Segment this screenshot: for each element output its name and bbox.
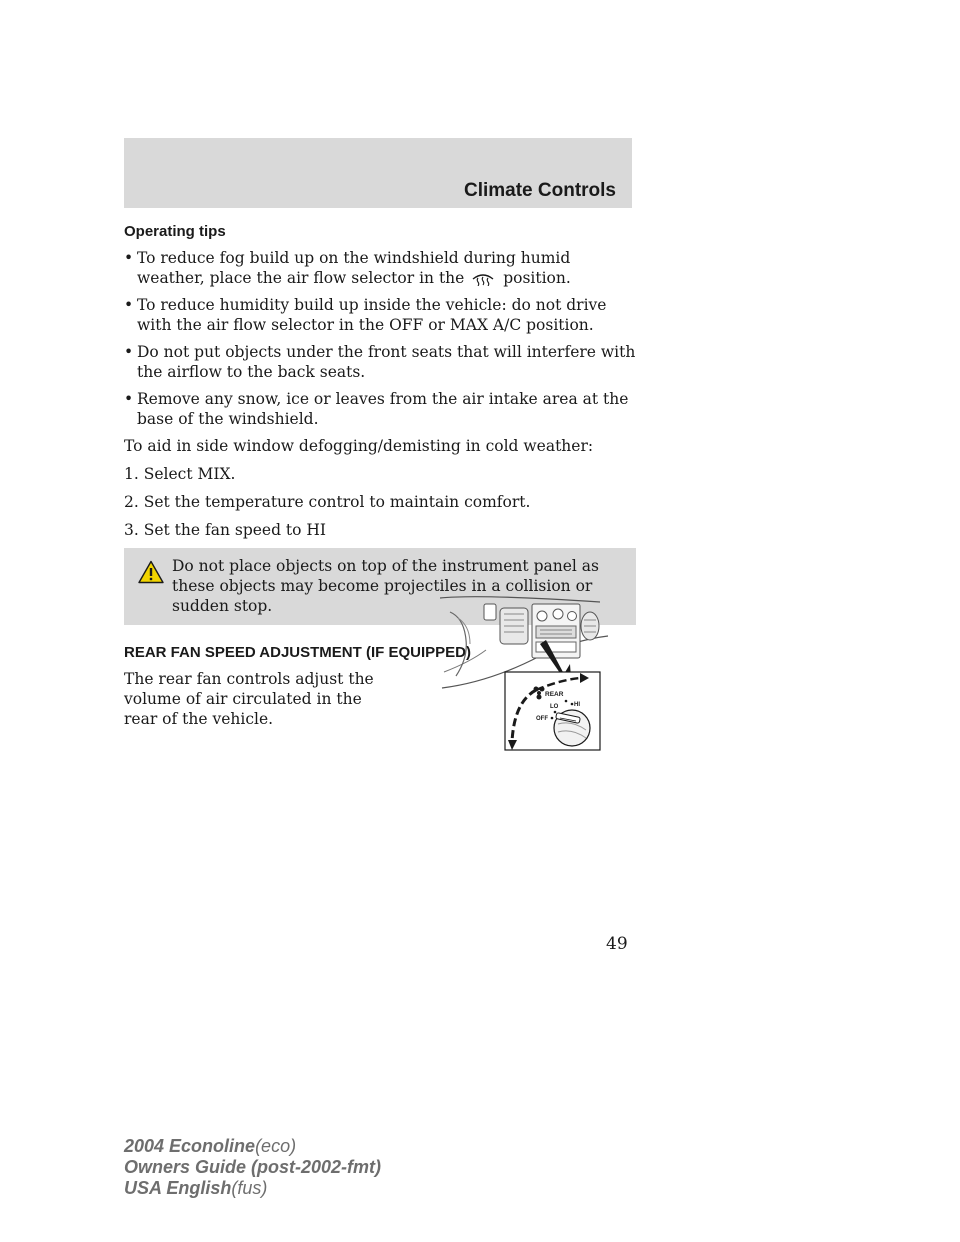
rear-fan-control-illustration [440,592,610,754]
rear-fan-description: The rear fan controls adjust the volume of air circulated in the rear of the vehicle. [124,670,374,728]
bullet: • [124,343,134,361]
step-1: 1. Select MIX. [124,465,236,483]
defogging-intro: To aid in side window defogging/demisting in cold weather: [124,437,594,455]
defrost-icon [471,270,495,286]
bullet: • [124,249,134,267]
header-bar [124,138,632,208]
page-number: 49 [606,934,628,954]
tips-list [124,248,636,429]
footer-line-3: USA English(fus) [124,1178,268,1198]
tip-text: Remove any snow, ice or leaves from the air intake area at the base of the windshield. [137,390,629,428]
footer-line-1: 2004 Econoline(eco) [124,1136,297,1156]
dial-label-off: OFF [536,716,548,722]
tip-text: Do not put objects under the front seats that will interfere with the airflow to the back seats. [137,343,636,381]
dial-label-rear: REAR [545,691,564,698]
warning-triangle-icon [138,560,164,584]
list-item [124,248,636,288]
footer [124,1136,381,1199]
tip-text: To reduce humidity build up inside the vehicle: do not drive with the air flow selector in the OFF or MAX A/C position. [137,296,607,334]
step-3: 3. Set the fan speed to HI [124,521,327,539]
list-item [124,389,636,429]
list-item [124,295,636,335]
operating-tips-heading: Operating tips [124,223,226,240]
tip-text: To reduce fog build up on the windshield during humid weather, place the air flow selector in the [137,249,571,287]
dial-label-lo: LO [550,704,559,710]
rear-fan-heading: REAR FAN SPEED ADJUSTMENT (IF EQUIPPED) [124,644,471,661]
bullet: • [124,296,134,314]
list-item [124,342,636,382]
dial-label-hi: HI [574,702,580,708]
bullet: • [124,390,134,408]
step-2: 2. Set the temperature control to maintain comfort. [124,493,531,511]
footer-line-2: Owners Guide (post-2002-fmt) [124,1157,382,1177]
tip-text: position. [503,269,571,287]
warning-text: Do not place objects on top of the instrument panel as these objects may become projectiles in a collision or sudden stop. [172,557,599,615]
section-title: Climate Controls [463,180,616,201]
